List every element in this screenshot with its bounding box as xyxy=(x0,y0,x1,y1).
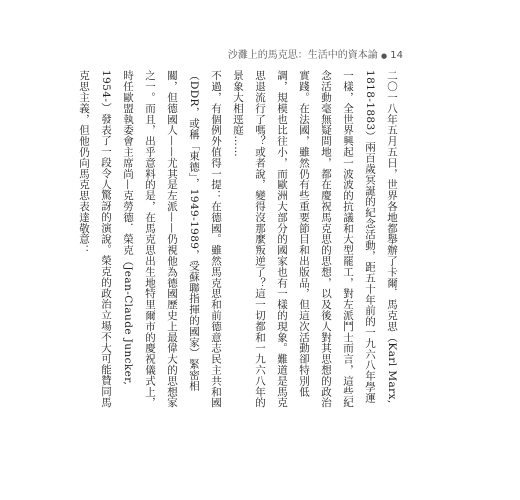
paragraph-2: 不過，有個例外值得一提：在德國。雖然馬克思和前德意志民主共和國（DDR，或稱「東德」，1949-1989，受蘇聯指揮的國家）緊密相關，但德國人——尤其是左派——仍視他為德國歷史上最偉大的思想家之一。而且，出乎意料的是，在馬克思出生地特里爾市的慶祝儀式上，時任歐盟執委會主席尚—克勞德．榮克（Jean-Claude Juncker, 1954-）發表了一段令人驚訝的演說。榮克的政治立場不大可能贊同馬克思主義，但他仍向馬克思表達敬意： xyxy=(78,70,222,408)
page-header xyxy=(0,46,403,61)
paragraph-1: 二〇一八年五月五日，世界各地都舉辦了卡爾．馬克思（Karl Marx, 1818-1883）兩百歲冥誕的紀念活動，距五十年前的一九六八年學運一樣，全世界興起一波波的抗議和大型罷工，對左派鬥士而言，這些紀念活動毫無疑問地，都在慶祝馬克思的思想，以及後人對其思想的政治實踐。在法國，雖然仍有些重要節目和出版品，但這次活動卻特別低調，規模也比往小，而歐洲大部分的國家也有一樣的現象。難道是馬克思退流行了嗎？或者說，變得沒那麼叛逆了？這一切都和一九六八年的景象大相逕庭…… xyxy=(232,70,398,408)
body-text xyxy=(0,70,403,410)
page-number: 14 xyxy=(390,50,403,61)
book-title: 沙灘上的馬克思：生活中的資本論 xyxy=(227,50,378,61)
header-separator: ● xyxy=(380,52,388,60)
